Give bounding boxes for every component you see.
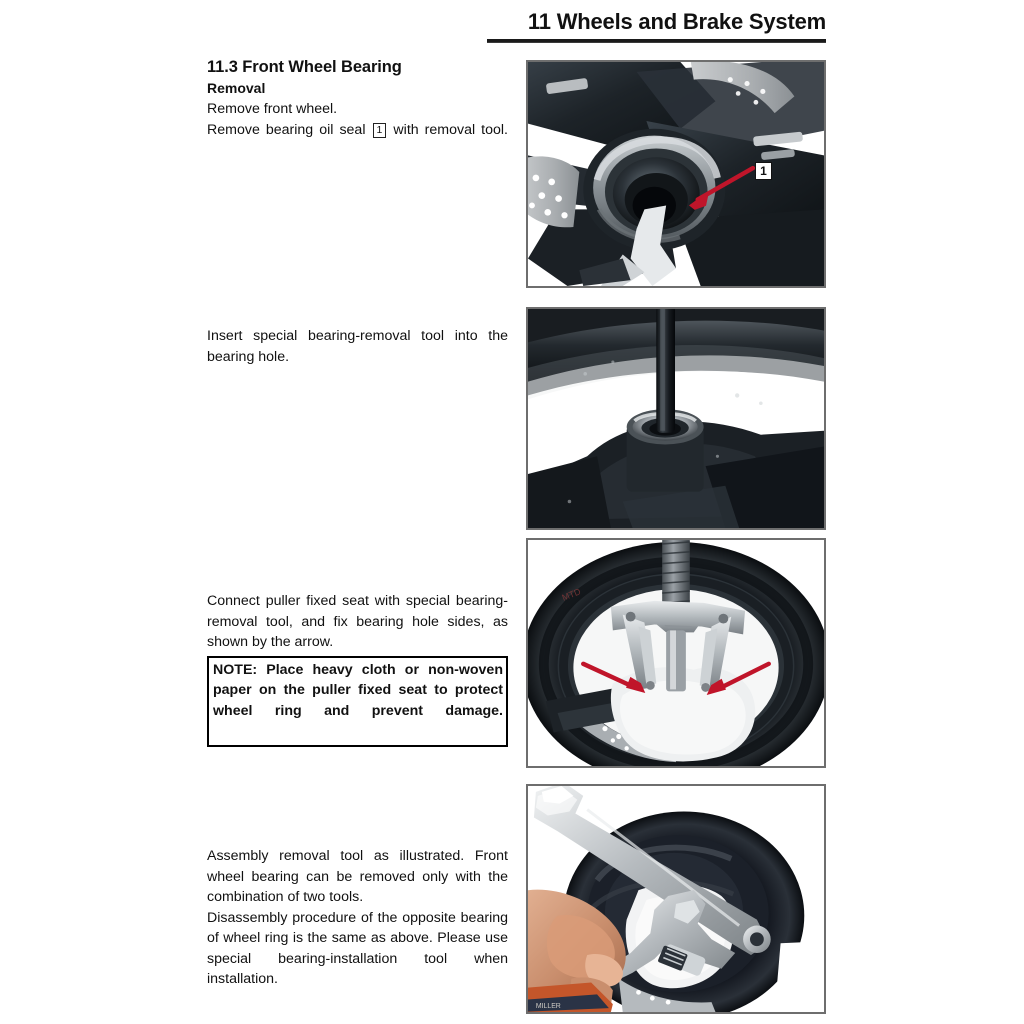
figure-3-image xyxy=(528,540,824,766)
instruction-line-2 xyxy=(207,120,508,161)
figure-2-tool-inserted xyxy=(526,307,826,530)
section-subheading: Removal xyxy=(207,80,266,96)
instruction-connect-puller: Connect puller fixed seat with special bearing-removal tool, and fix bearing hole sides, as shown by the arrow. xyxy=(207,593,508,650)
note-box: NOTE: Place heavy cloth or non-woven paper on the puller fixed seat to protect wheel ring and prevent damage. xyxy=(207,656,508,747)
figure-4-wrenches xyxy=(526,784,826,1014)
figure-1-callout-1: 1 xyxy=(755,162,772,180)
instruction-insert-tool: Insert special bearing-removal tool into the bearing hole. xyxy=(207,328,508,365)
figure-1-image xyxy=(528,62,824,286)
section-assembly-text xyxy=(207,846,508,990)
instruction-line-2-before: Remove bearing oil seal xyxy=(207,121,366,138)
instruction-line-2-after: with removal tool. xyxy=(393,121,508,138)
section-puller-text xyxy=(207,591,508,747)
instruction-disassembly: Disassembly procedure of the opposite bearing of wheel ring is the same as above. Please use special bearing-installation tool when installation. xyxy=(207,909,508,987)
header-divider xyxy=(487,39,826,43)
figure-1-hub-oil-seal xyxy=(526,60,826,288)
svg-text:MTD: MTD xyxy=(560,586,583,603)
section-removal-text xyxy=(207,56,508,161)
section-heading: 11.3 Front Wheel Bearing xyxy=(207,58,402,76)
svg-text:MILLER: MILLER xyxy=(535,1003,561,1011)
page-title: 11 Wheels and Brake System xyxy=(527,9,826,34)
figure-3-puller-mounted xyxy=(526,538,826,768)
instruction-line-1: Remove front wheel. xyxy=(207,101,338,117)
figure-2-image xyxy=(528,309,824,528)
figure-4-image xyxy=(528,786,824,1012)
callout-ref-1: 1 xyxy=(373,123,387,138)
page-header xyxy=(487,8,826,43)
instruction-assembly: Assembly removal tool as illustrated. Front wheel bearing can be removed only with the combination of two tools. xyxy=(207,848,508,905)
section-insert-text xyxy=(207,326,508,367)
